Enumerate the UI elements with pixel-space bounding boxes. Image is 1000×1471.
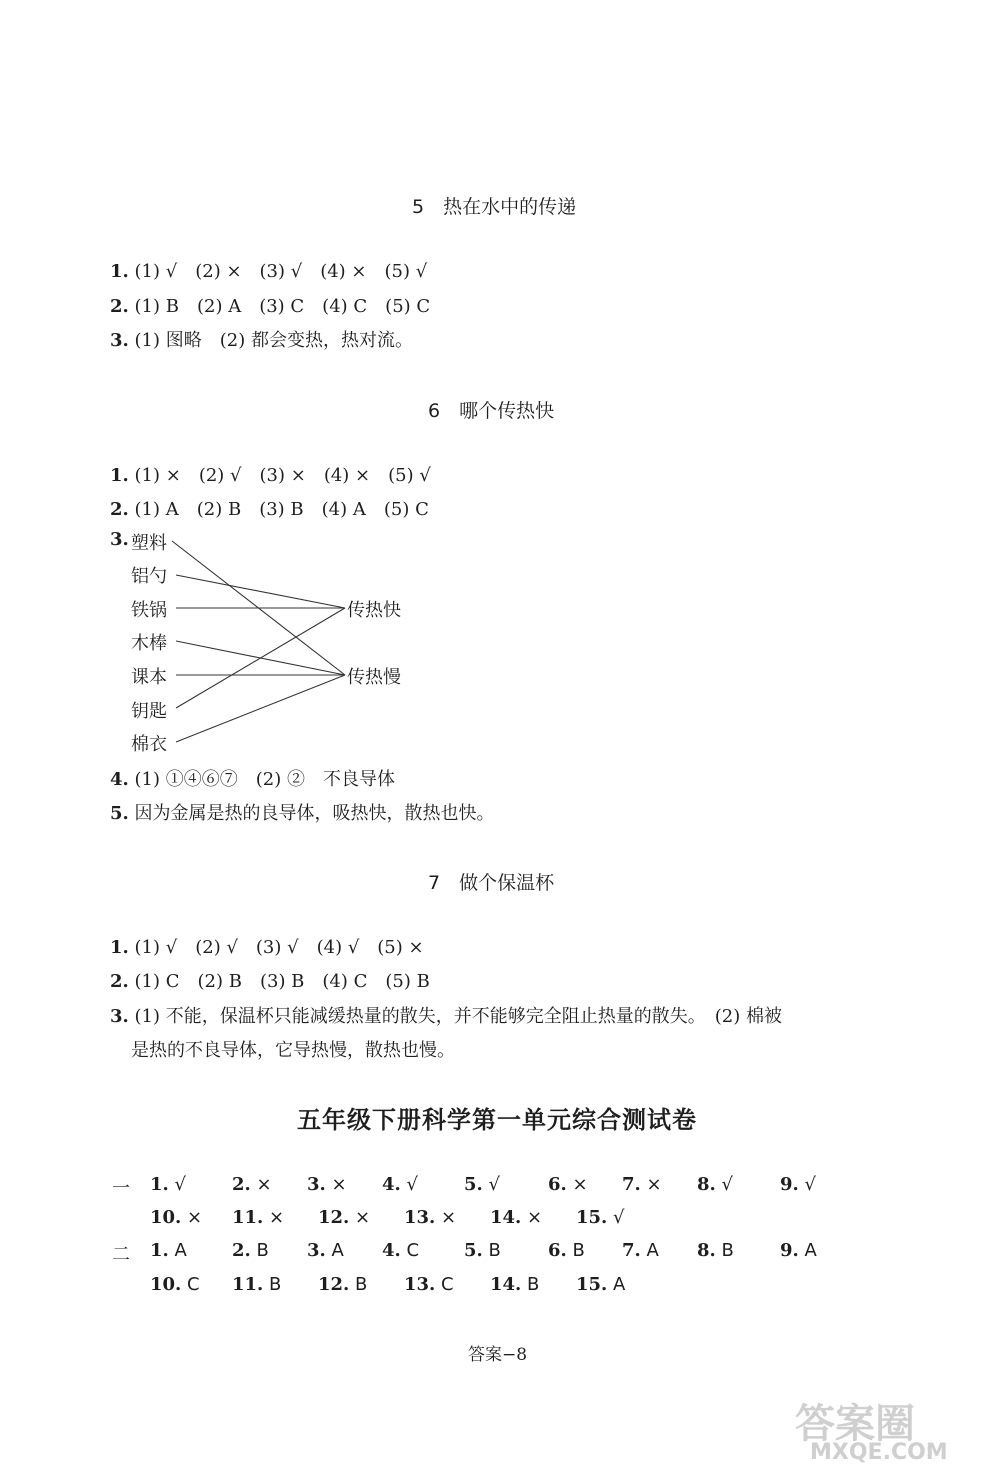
item-number: 9. bbox=[780, 1240, 799, 1261]
item-number: 1. bbox=[150, 1174, 169, 1195]
material-key: 钥匙 bbox=[131, 701, 167, 722]
item-number: 13. bbox=[404, 1274, 436, 1295]
item-answer: A bbox=[168, 1240, 187, 1261]
item-number: 4. bbox=[382, 1240, 401, 1261]
category-fast: 传热快 bbox=[347, 600, 401, 621]
part2-answer-item bbox=[150, 1240, 187, 1261]
part1-answer-item bbox=[404, 1207, 456, 1228]
s6-q4-num: 4. bbox=[110, 769, 129, 790]
part2-answer-item bbox=[404, 1274, 454, 1295]
part1-answer-item bbox=[150, 1174, 186, 1195]
part2-answer-item bbox=[780, 1240, 817, 1261]
section6-title: 6 哪个传热快 bbox=[428, 400, 555, 422]
item-number: 8. bbox=[697, 1174, 716, 1195]
item-number: 10. bbox=[150, 1274, 182, 1295]
part2-answer-item bbox=[464, 1240, 501, 1261]
s7-q3-answer-part2: 是热的不良导体，它导热慢，散热也慢。 bbox=[131, 1040, 455, 1061]
item-number: 3. bbox=[307, 1240, 326, 1261]
part2-answer-item bbox=[307, 1240, 344, 1261]
item-number: 15. bbox=[576, 1274, 608, 1295]
s7-q3-num: 3. bbox=[110, 1006, 129, 1027]
s6-q2-answer: (1) A (2) B (3) B (4) A (5) C bbox=[134, 499, 429, 520]
item-answer: B bbox=[521, 1274, 540, 1295]
part1-answer-item bbox=[464, 1174, 500, 1195]
test-part2-row2 bbox=[0, 1274, 1000, 1300]
s7-q3-line1 bbox=[110, 1002, 782, 1028]
s7-q2 bbox=[110, 967, 430, 993]
material-cotton-coat: 棉衣 bbox=[131, 734, 167, 755]
part2-answer-item bbox=[150, 1274, 200, 1295]
item-number: 11. bbox=[232, 1274, 264, 1295]
item-answer: √ bbox=[607, 1207, 625, 1228]
test-title: 五年级下册科学第一单元综合测试卷 bbox=[297, 1105, 697, 1134]
s6-q1-answer: (1) × (2) √ (3) × (4) × (5) √ bbox=[134, 465, 431, 486]
item-answer: A bbox=[325, 1240, 344, 1261]
item-answer: × bbox=[181, 1207, 203, 1228]
s5-q1-answer: (1) √ (2) × (3) √ (4) × (5) √ bbox=[134, 261, 428, 282]
test-part2-row1 bbox=[0, 1240, 1000, 1266]
item-answer: × bbox=[263, 1207, 285, 1228]
item-answer: √ bbox=[715, 1174, 733, 1195]
part1-answer-item bbox=[622, 1174, 662, 1195]
item-answer: B bbox=[250, 1240, 269, 1261]
item-answer: × bbox=[521, 1207, 543, 1228]
s6-q1-num: 1. bbox=[110, 465, 129, 486]
material-wood-stick: 木棒 bbox=[131, 633, 167, 654]
item-answer: A bbox=[607, 1274, 626, 1295]
item-number: 6. bbox=[548, 1174, 567, 1195]
section5-title: 5 热在水中的传递 bbox=[412, 196, 577, 218]
s6-q4-answer: (1) ①④⑥⑦ (2) ② 不良导体 bbox=[134, 769, 395, 790]
item-answer: √ bbox=[798, 1174, 816, 1195]
part1-answer-item bbox=[382, 1174, 418, 1195]
item-answer: B bbox=[263, 1274, 282, 1295]
part1-answer-item bbox=[490, 1207, 542, 1228]
item-number: 13. bbox=[404, 1207, 436, 1228]
s6-q5-num: 5. bbox=[110, 803, 129, 824]
item-number: 8. bbox=[697, 1240, 716, 1261]
part2-answer-item bbox=[697, 1240, 734, 1261]
line-spoon-fast bbox=[176, 575, 345, 608]
item-number: 7. bbox=[622, 1174, 641, 1195]
material-iron-pot: 铁锅 bbox=[131, 600, 167, 621]
watermark-url: MXQE.COM bbox=[810, 1440, 948, 1465]
item-answer: A bbox=[798, 1240, 817, 1261]
item-answer: √ bbox=[482, 1174, 500, 1195]
item-answer: B bbox=[482, 1240, 501, 1261]
s7-q2-answer: (1) C (2) B (3) B (4) C (5) B bbox=[134, 971, 430, 992]
item-answer: B bbox=[349, 1274, 368, 1295]
item-number: 14. bbox=[490, 1274, 522, 1295]
part2-answer-item bbox=[232, 1240, 269, 1261]
material-book: 课本 bbox=[131, 667, 167, 688]
s5-q2-answer: (1) B (2) A (3) C (4) C (5) C bbox=[134, 296, 431, 317]
line-coat-slow bbox=[176, 675, 345, 742]
line-key-fast bbox=[176, 608, 345, 708]
test-part1-row1 bbox=[0, 1174, 1000, 1200]
part1-answer-item bbox=[697, 1174, 733, 1195]
item-answer: × bbox=[640, 1174, 662, 1195]
part2-answer-item bbox=[318, 1274, 367, 1295]
item-number: 12. bbox=[318, 1274, 350, 1295]
item-answer: × bbox=[325, 1174, 347, 1195]
part2-answer-item bbox=[548, 1240, 585, 1261]
part2-answer-item bbox=[622, 1240, 659, 1261]
part1-answer-item bbox=[307, 1174, 347, 1195]
test-part1-label: 一 bbox=[112, 1178, 130, 1199]
item-number: 7. bbox=[622, 1240, 641, 1261]
part1-answer-item bbox=[232, 1207, 284, 1228]
part2-answer-item bbox=[490, 1274, 539, 1295]
s7-q1-answer: (1) √ (2) √ (3) √ (4) √ (5) × bbox=[134, 937, 424, 958]
item-number: 5. bbox=[464, 1174, 483, 1195]
item-answer: C bbox=[181, 1274, 200, 1295]
item-number: 4. bbox=[382, 1174, 401, 1195]
s7-q2-num: 2. bbox=[110, 971, 129, 992]
s6-q4 bbox=[110, 765, 395, 791]
s7-q1 bbox=[110, 933, 424, 959]
test-part1-row2 bbox=[0, 1207, 1000, 1233]
item-number: 14. bbox=[490, 1207, 522, 1228]
s7-q3-answer-part1: (1) 不能，保温杯只能减缓热量的散失，并不能够完全阻止热量的散失。 (2) 棉被 bbox=[134, 1006, 782, 1027]
item-answer: √ bbox=[400, 1174, 418, 1195]
section7-title: 7 做个保温杯 bbox=[428, 872, 555, 894]
s5-q1-num: 1. bbox=[110, 261, 129, 282]
s6-q5 bbox=[110, 799, 495, 825]
item-number: 15. bbox=[576, 1207, 608, 1228]
s5-q3-answer: (1) 图略 (2) 都会变热，热对流。 bbox=[134, 330, 413, 351]
part1-answer-item bbox=[548, 1174, 588, 1195]
s7-q1-num: 1. bbox=[110, 937, 129, 958]
material-aluminum-spoon: 铝勺 bbox=[131, 566, 167, 587]
part1-answer-item bbox=[150, 1207, 202, 1228]
s5-q3-num: 3. bbox=[110, 330, 129, 351]
part2-answer-item bbox=[382, 1240, 419, 1261]
part2-answer-item bbox=[232, 1274, 281, 1295]
s6-q2-num: 2. bbox=[110, 499, 129, 520]
item-answer: × bbox=[250, 1174, 272, 1195]
part1-answer-item bbox=[780, 1174, 816, 1195]
part1-answer-item bbox=[576, 1207, 625, 1228]
item-answer: × bbox=[566, 1174, 588, 1195]
part2-answer-item bbox=[576, 1274, 625, 1295]
s5-q2-num: 2. bbox=[110, 296, 129, 317]
item-answer: B bbox=[566, 1240, 585, 1261]
item-number: 6. bbox=[548, 1240, 567, 1261]
item-number: 5. bbox=[464, 1240, 483, 1261]
material-plastic: 塑料 bbox=[131, 533, 167, 554]
watermark-logo: 答案圈 bbox=[795, 1401, 915, 1447]
item-number: 9. bbox=[780, 1174, 799, 1195]
item-answer: C bbox=[400, 1240, 420, 1261]
item-number: 10. bbox=[150, 1207, 182, 1228]
item-answer: A bbox=[640, 1240, 659, 1261]
page-number: 答案−8 bbox=[468, 1345, 528, 1365]
category-slow: 传热慢 bbox=[347, 667, 401, 688]
item-number: 3. bbox=[307, 1174, 326, 1195]
s6-q3-num: 3. bbox=[110, 529, 129, 550]
item-answer: C bbox=[435, 1274, 454, 1295]
part1-answer-item bbox=[318, 1207, 370, 1228]
s6-q5-answer: 因为金属是热的良导体，吸热快，散热也快。 bbox=[134, 803, 495, 824]
item-answer: × bbox=[435, 1207, 457, 1228]
item-number: 12. bbox=[318, 1207, 350, 1228]
item-answer: √ bbox=[168, 1174, 186, 1195]
part1-answer-item bbox=[232, 1174, 272, 1195]
item-answer: B bbox=[715, 1240, 734, 1261]
item-answer: × bbox=[349, 1207, 371, 1228]
item-number: 11. bbox=[232, 1207, 264, 1228]
test-part2-label: 二 bbox=[112, 1244, 130, 1265]
item-number: 2. bbox=[232, 1240, 251, 1261]
item-number: 1. bbox=[150, 1240, 169, 1261]
item-number: 2. bbox=[232, 1174, 251, 1195]
